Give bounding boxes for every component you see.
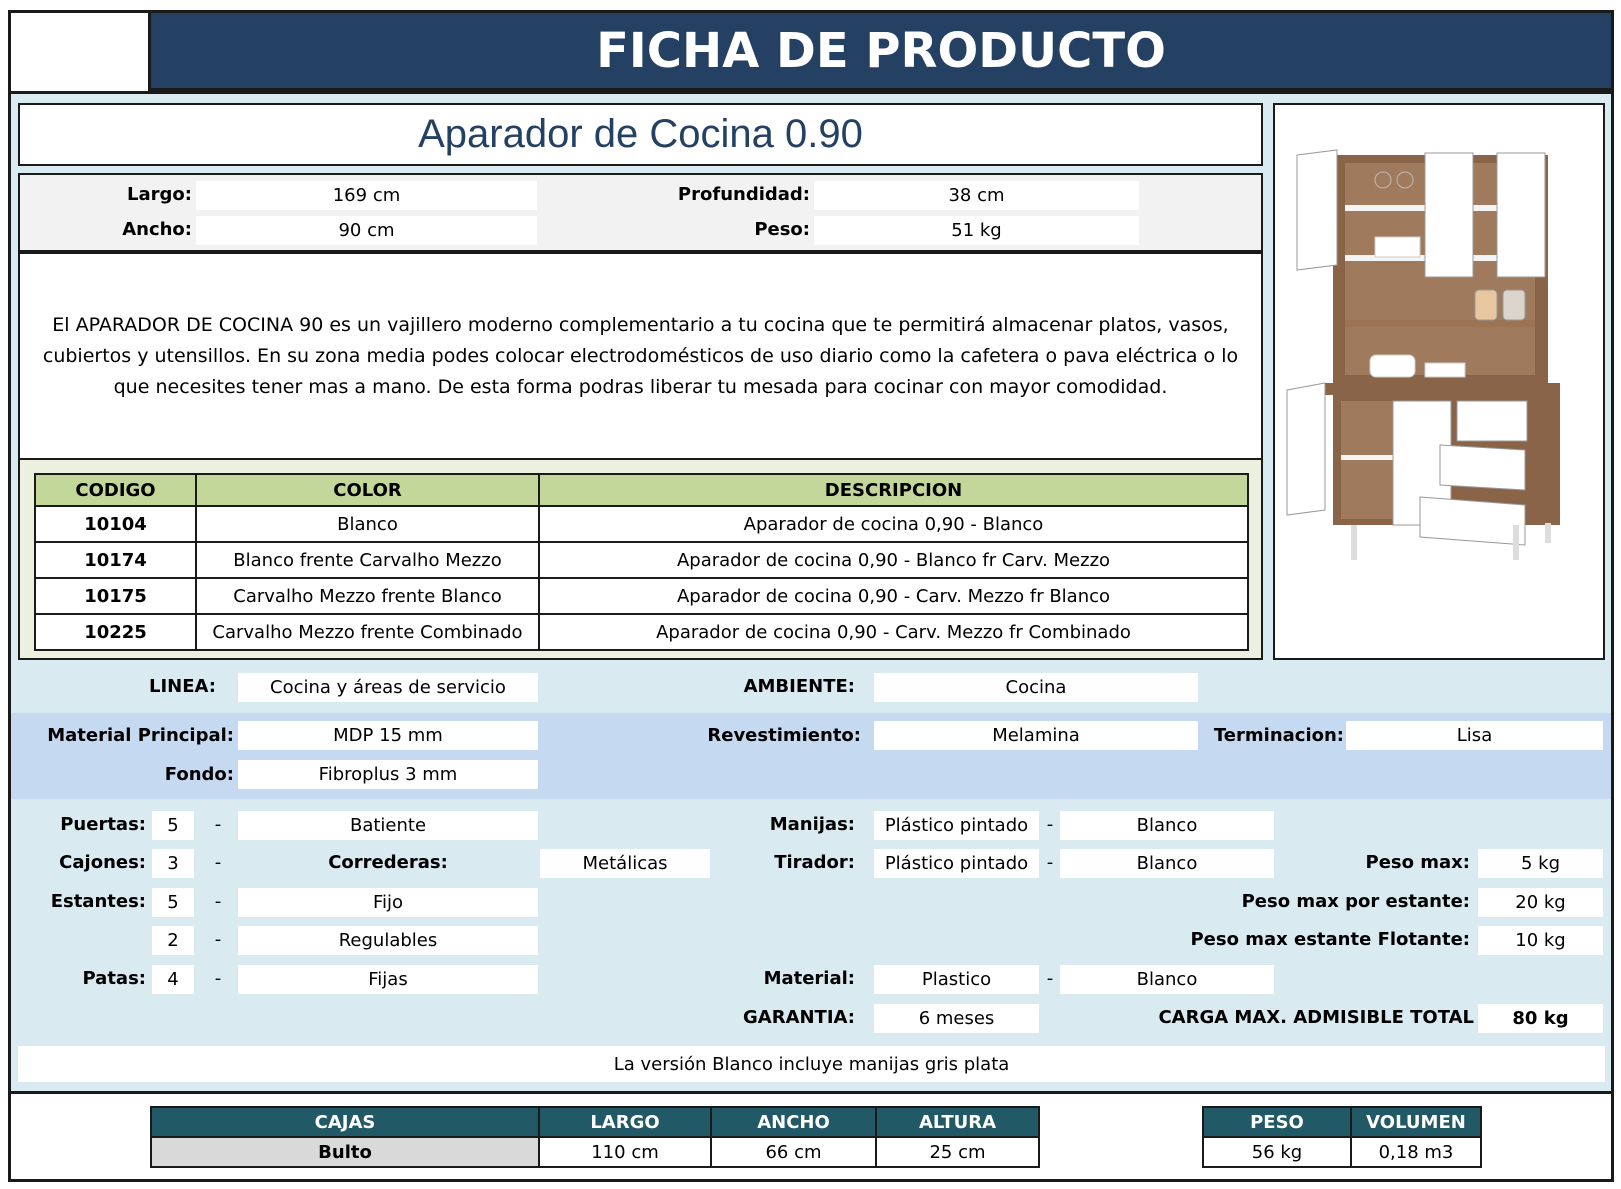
cabinet-illustration — [1275, 105, 1603, 658]
puertas-count: 5 — [152, 811, 194, 840]
description-cell: Aparador de cocina 0,90 - Carv. Mezzo fr Blanco — [539, 578, 1248, 614]
material-value: MDP 15 mm — [238, 721, 538, 750]
box-largo-cell: 110 cm — [539, 1137, 711, 1167]
peso-flotante-label: Peso max estante Flotante: — [1190, 929, 1470, 950]
revestimiento-value: Melamina — [874, 721, 1198, 750]
ambiente-label: AMBIENTE: — [743, 676, 855, 697]
puertas-value: Batiente — [238, 811, 538, 840]
peso-max-label: Peso max: — [1365, 852, 1470, 873]
packaging-weight-table — [1202, 1106, 1482, 1168]
terminacion-value: Lisa — [1346, 721, 1603, 750]
separator-dash: - — [214, 814, 222, 835]
garantia-value: 6 meses — [874, 1004, 1039, 1033]
table-row — [35, 614, 1248, 650]
linea-label: LINEA: — [149, 676, 216, 697]
code-cell: 10225 — [35, 614, 196, 650]
code-cell: 10175 — [35, 578, 196, 614]
carga-max-value: 80 kg — [1478, 1004, 1603, 1033]
estantes-count: 5 — [152, 888, 194, 917]
patas-value: Fijas — [238, 965, 538, 994]
column-header: DESCRIPCION — [539, 474, 1248, 506]
column-header: COLOR — [196, 474, 539, 506]
manijas-color: Blanco — [1060, 811, 1274, 840]
correderas-value: Metálicas — [540, 849, 710, 878]
estantes-label: Estantes: — [50, 891, 146, 912]
table-row — [35, 578, 1248, 614]
peso-max-value: 5 kg — [1478, 849, 1603, 878]
color-cell: Blanco frente Carvalho Mezzo — [196, 542, 539, 578]
ancho-label: Ancho: — [122, 219, 192, 240]
page-title: FICHA DE PRODUCTO — [151, 13, 1611, 91]
material-acc-color: Blanco — [1060, 965, 1274, 994]
cajones-label: Cajones: — [59, 852, 146, 873]
material-acc-value: Plastico — [874, 965, 1039, 994]
largo-value: 169 cm — [196, 181, 537, 210]
product-name: Aparador de Cocina 0.90 — [18, 103, 1263, 166]
description-cell: Aparador de cocina 0,90 - Carv. Mezzo fr Combinado — [539, 614, 1248, 650]
profundidad-label: Profundidad: — [677, 184, 810, 205]
ancho-value: 90 cm — [196, 216, 537, 245]
column-header: CODIGO — [35, 474, 196, 506]
fondo-label: Fondo: — [164, 764, 234, 785]
color-cell: Carvalho Mezzo frente Combinado — [196, 614, 539, 650]
tirador-value: Plástico pintado — [874, 849, 1039, 878]
ambiente-value: Cocina — [874, 673, 1198, 702]
column-header: CAJAS — [151, 1107, 539, 1137]
carga-max-label: CARGA MAX. ADMISIBLE TOTAL — [1158, 1007, 1474, 1028]
peso-estante-label: Peso max por estante: — [1241, 891, 1470, 912]
estantes-regulables-value: Regulables — [238, 926, 538, 955]
divider — [11, 91, 1611, 94]
product-image — [1273, 103, 1605, 660]
terminacion-label: Terminacion: — [1213, 725, 1344, 746]
column-header: LARGO — [539, 1107, 711, 1137]
fondo-value: Fibroplus 3 mm — [238, 760, 538, 789]
estantes-value: Fijo — [238, 888, 538, 917]
separator-dash: - — [214, 968, 222, 989]
codes-table — [34, 473, 1249, 651]
separator-dash: - — [1046, 852, 1054, 873]
linea-value: Cocina y áreas de servicio — [238, 673, 538, 702]
column-header: ANCHO — [711, 1107, 876, 1137]
patas-count: 4 — [152, 965, 194, 994]
table-row — [35, 542, 1248, 578]
separator-dash: - — [214, 852, 222, 873]
correderas-label: Correderas: — [328, 852, 448, 873]
table-row — [151, 1137, 1039, 1167]
note-text: La versión Blanco incluye manijas gris plata — [18, 1046, 1605, 1082]
column-header: ALTURA — [876, 1107, 1039, 1137]
description-cell: Aparador de cocina 0,90 - Blanco fr Carv. Mezzo — [539, 542, 1248, 578]
box-volumen-cell: 0,18 m3 — [1351, 1137, 1481, 1167]
peso-value: 51 kg — [814, 216, 1139, 245]
product-description: El APARADOR DE COCINA 90 es un vajillero moderno complementario a tu cocina que te permitirá almacenar platos, vasos, cubiertos y utensillos. En su zona media podes colocar electrodomésticos de uso diario como la cafetera o pava eléctrica o lo que necesites tener mas a mano. De esta forma podras liberar tu mesada para cocinar con mayor comodidad. — [18, 252, 1263, 460]
code-cell: 10174 — [35, 542, 196, 578]
revestimiento-label: Revestimiento: — [707, 725, 861, 746]
estantes-regulables-count: 2 — [152, 926, 194, 955]
garantia-label: GARANTIA: — [743, 1007, 855, 1028]
color-cell: Carvalho Mezzo frente Blanco — [196, 578, 539, 614]
peso-estante-value: 20 kg — [1478, 888, 1603, 917]
largo-label: Largo: — [127, 184, 192, 205]
separator-dash: - — [214, 929, 222, 950]
code-cell: 10104 — [35, 506, 196, 542]
separator-dash: - — [1046, 814, 1054, 835]
peso-label: Peso: — [754, 219, 810, 240]
patas-label: Patas: — [82, 968, 146, 989]
cajones-count: 3 — [152, 849, 194, 878]
color-cell: Blanco — [196, 506, 539, 542]
separator-dash: - — [1046, 968, 1054, 989]
box-altura-cell: 25 cm — [876, 1137, 1039, 1167]
tirador-color: Blanco — [1060, 849, 1274, 878]
material-acc-label: Material: — [763, 968, 855, 989]
packaging-table — [150, 1106, 1040, 1168]
manijas-value: Plástico pintado — [874, 811, 1039, 840]
description-cell: Aparador de cocina 0,90 - Blanco — [539, 506, 1248, 542]
box-type-cell: Bulto — [151, 1137, 539, 1167]
tirador-label: Tirador: — [774, 852, 855, 873]
logo-area — [11, 13, 151, 91]
box-ancho-cell: 66 cm — [711, 1137, 876, 1167]
material-label: Material Principal: — [47, 725, 234, 746]
table-row — [1203, 1137, 1481, 1167]
manijas-label: Manijas: — [769, 814, 855, 835]
profundidad-value: 38 cm — [814, 181, 1139, 210]
box-peso-cell: 56 kg — [1203, 1137, 1351, 1167]
puertas-label: Puertas: — [60, 814, 146, 835]
peso-flotante-value: 10 kg — [1478, 926, 1603, 955]
separator-dash: - — [214, 891, 222, 912]
column-header: VOLUMEN — [1351, 1107, 1481, 1137]
column-header: PESO — [1203, 1107, 1351, 1137]
table-row — [35, 506, 1248, 542]
